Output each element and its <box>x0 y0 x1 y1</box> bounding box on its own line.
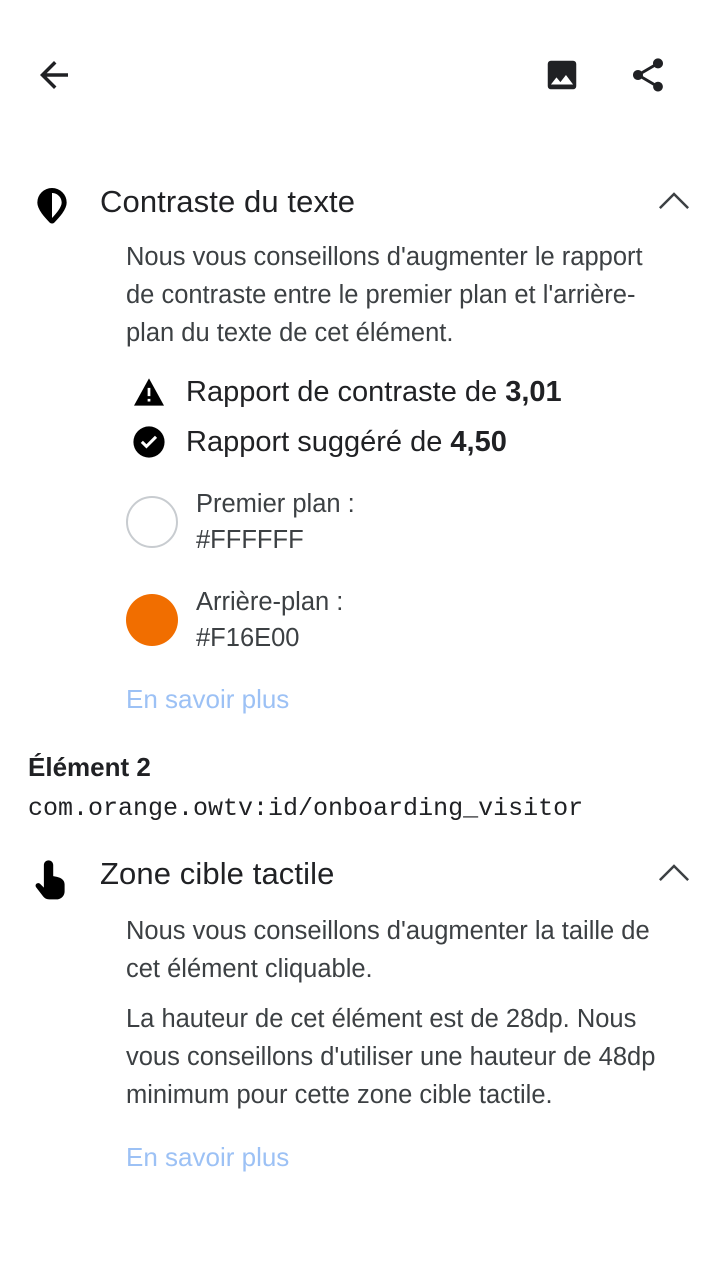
suggested-ratio-label: Rapport suggéré de <box>186 426 451 458</box>
contrast-icon <box>24 180 80 226</box>
foreground-color-swatch <box>126 496 178 548</box>
learn-more-link-touch[interactable]: En savoir plus <box>126 1142 290 1172</box>
image-icon[interactable] <box>532 47 592 103</box>
element-block <box>0 726 720 828</box>
scroll-content[interactable] <box>0 150 720 1280</box>
background-color-hex: #F16E00 <box>196 624 300 652</box>
section-text-contrast <box>0 156 720 726</box>
element-title: Élément 2 <box>28 752 151 782</box>
section-title-touch: Zone cible tactile <box>100 856 335 891</box>
app-bar <box>0 0 720 150</box>
contrast-ratio-text <box>186 374 562 410</box>
touch-icon <box>24 852 80 900</box>
background-color-row <box>126 584 674 656</box>
foreground-color-row <box>126 486 674 558</box>
section-touch-target <box>0 828 720 1184</box>
foreground-color-label <box>196 486 355 558</box>
section-body-touch <box>24 912 696 1184</box>
contrast-ratio-row <box>126 374 674 410</box>
check-icon <box>126 425 172 459</box>
element-resource-id: com.orange.owtv:id/onboarding_visitor <box>28 794 584 823</box>
suggested-ratio-text <box>186 424 507 460</box>
background-color-name: Arrière-plan : <box>196 588 344 616</box>
suggested-ratio-row <box>126 424 674 460</box>
foreground-color-name: Premier plan : <box>196 490 355 518</box>
touch-paragraph-2: La hauteur de cet élément est de 28dp. Nous vous conseillons d'utiliser une hauteur de 48dp minimum pour cette zone cible tactile. <box>126 1005 656 1109</box>
section-body-contrast <box>24 238 696 726</box>
contrast-ratio-label: Rapport de contraste de <box>186 376 506 408</box>
suggested-ratio-value: 4,50 <box>450 426 507 458</box>
chevron-up-icon-touch[interactable] <box>652 852 696 882</box>
contrast-description: Nous vous conseillons d'augmenter le rapport de contraste entre le premier plan et l'arrière-plan du texte de cet élément. <box>126 243 643 347</box>
back-button[interactable] <box>26 47 82 103</box>
section-header-touch[interactable] <box>24 828 696 900</box>
chevron-up-icon-contrast[interactable] <box>652 180 696 210</box>
background-color-label <box>196 584 343 656</box>
share-icon[interactable] <box>618 47 678 103</box>
learn-more-link-contrast[interactable]: En savoir plus <box>126 684 290 714</box>
touch-paragraph-1: Nous vous conseillons d'augmenter la taille de cet élément cliquable. <box>126 917 650 983</box>
section-title-contrast: Contraste du texte <box>100 184 356 219</box>
contrast-ratio-value: 3,01 <box>505 376 562 408</box>
foreground-color-hex: #FFFFFF <box>196 526 304 554</box>
background-color-swatch <box>126 594 178 646</box>
warning-icon <box>126 377 172 407</box>
section-header-contrast[interactable] <box>24 156 696 226</box>
